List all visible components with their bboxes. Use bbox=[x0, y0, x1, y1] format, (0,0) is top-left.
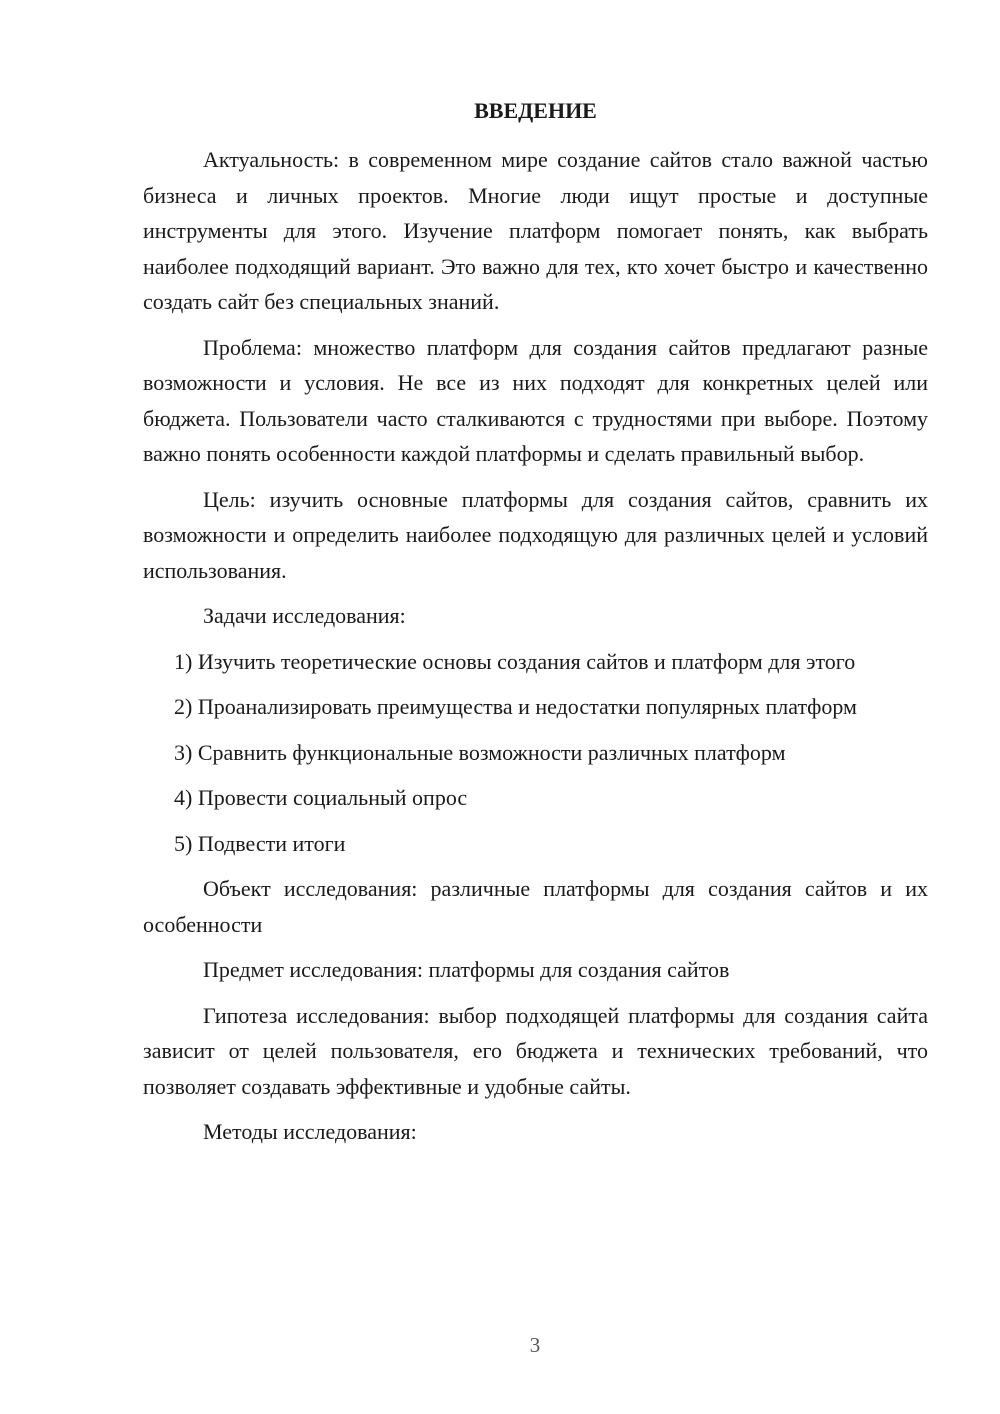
document-page bbox=[143, 93, 928, 1160]
task-item-3: 3) Сравнить функциональные возможности различных платформ bbox=[174, 739, 786, 765]
paragraph-relevance: Актуальность: в современном мире создание сайтов стало важной частью бизнеса и личных проектов. Многие люди ищут простые и доступные инструменты для этого. Изучение платформ помогает понять, как выбрать наиболее подходящий вариант. Это важно для тех, кто хочет быстро и качественно создать сайт без специальных знаний. bbox=[143, 147, 928, 314]
task-item-5: 5) Подвести итоги bbox=[174, 830, 346, 856]
task-item-2: 2) Проанализировать преимущества и недостатки популярных платформ bbox=[174, 694, 857, 719]
paragraph-tasks-heading: Задачи исследования: bbox=[203, 603, 406, 628]
paragraph-problem: Проблема: множество платформ для создания сайтов предлагают разные возможности и условия. Не все из них подходят для конкретных целей или бюджета. Пользователи часто сталкиваются с трудностями при выборе. Поэтому важно понять особенности каждой платформы и сделать правильный выбор. bbox=[143, 334, 928, 466]
paragraph-subject: Предмет исследования: платформы для создания сайтов bbox=[203, 957, 730, 982]
document-title: ВВЕДЕНИЕ bbox=[474, 98, 597, 123]
task-item-4: 4) Провести социальный опрос bbox=[174, 785, 468, 810]
page-number: 3 bbox=[529, 1333, 541, 1357]
paragraph-object: Объект исследования: различные платформы для создания сайтов и их особенности bbox=[143, 876, 928, 937]
paragraph-goal: Цель: изучить основные платформы для создания сайтов, сравнить их возможности и определить наиболее подходящую для различных целей и условий использования. bbox=[143, 486, 928, 583]
paragraph-methods-heading: Методы исследования: bbox=[203, 1119, 417, 1144]
paragraph-hypothesis: Гипотеза исследования: выбор подходящей платформы для создания сайта зависит от целей пользователя, его бюджета и технических требований, что позволяет создавать эффективные и удобные сайты. bbox=[143, 1002, 928, 1099]
task-item-1: 1) Изучить теоретические основы создания сайтов и платформ для этого bbox=[174, 648, 856, 674]
